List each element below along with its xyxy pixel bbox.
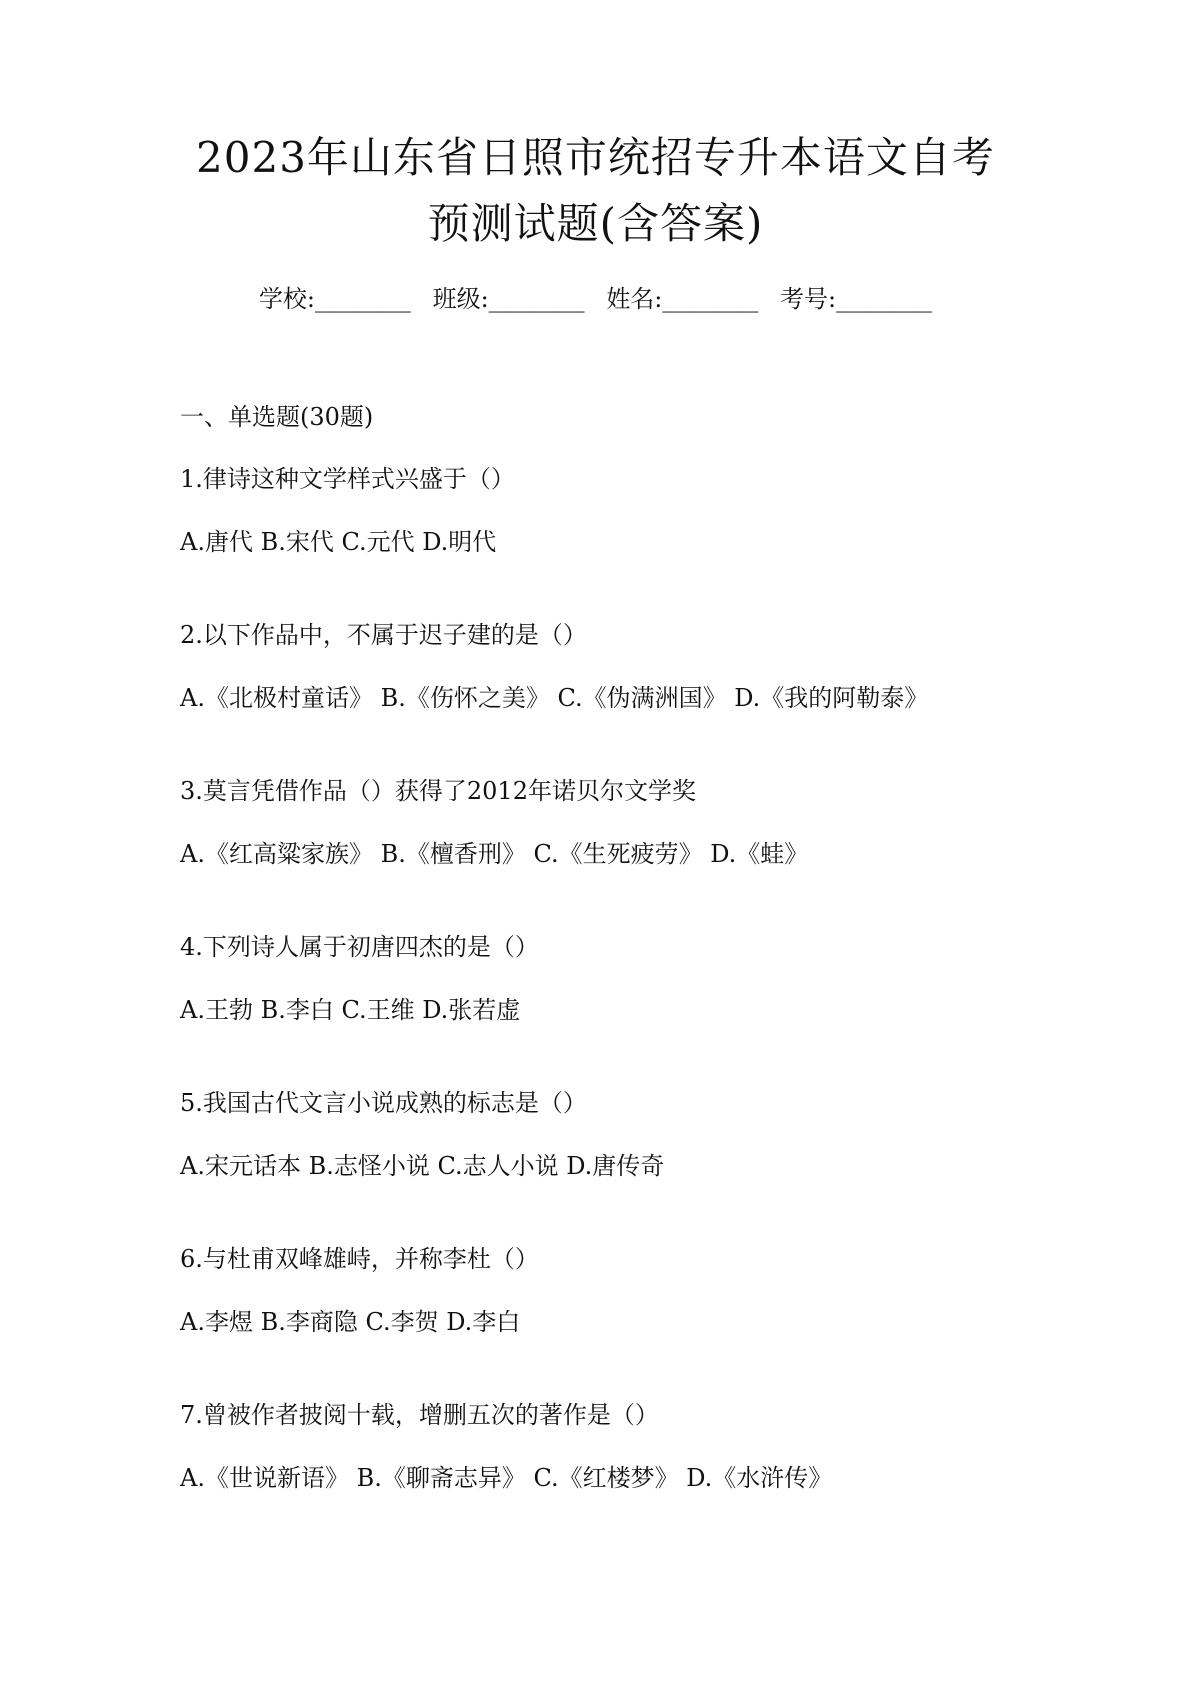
- question-options: A.王勃 B.李白 C.王维 D.张若虚: [180, 996, 521, 1024]
- question-section: [180, 400, 1080, 1554]
- name-field: 姓名:________: [606, 285, 759, 313]
- question-item: [180, 1242, 1080, 1339]
- question-options: A.《世说新语》 B.《聊斋志异》 C.《红楼梦》 D.《水浒传》: [180, 1464, 833, 1492]
- document-title-line-2: 预测试题(含答案): [427, 199, 764, 248]
- question-text: 7.曾被作者披阅十载，增删五次的著作是（）: [180, 1401, 659, 1429]
- question-item: [180, 462, 1080, 559]
- question-options: A.宋元话本 B.志怪小说 C.志人小说 D.唐传奇: [180, 1152, 665, 1180]
- student-info-line: [0, 281, 1191, 317]
- question-item: [180, 1086, 1080, 1183]
- school-field: 学校:________: [258, 285, 411, 313]
- question-text: 5.我国古代文言小说成熟的标志是（）: [180, 1089, 587, 1117]
- question-text: 4.下列诗人属于初唐四杰的是（）: [180, 933, 539, 961]
- question-options: A.《北极村童话》 B.《伤怀之美》 C.《伪满洲国》 D.《我的阿勒泰》: [180, 684, 929, 712]
- question-options: A.《红高粱家族》 B.《檀香刑》 C.《生死疲劳》 D.《蛙》: [180, 840, 809, 868]
- document-title-line-1: 2023年山东省日照市统招专升本语文自考: [196, 133, 995, 182]
- question-text: 3.莫言凭借作品（）获得了2012年诺贝尔文学奖: [180, 777, 696, 805]
- question-item: [180, 1398, 1080, 1495]
- question-item: [180, 930, 1080, 1027]
- class-field: 班级:________: [432, 285, 585, 313]
- section-heading: 一、单选题(30题): [180, 403, 374, 431]
- question-text: 6.与杜甫双峰雄峙，并称李杜（）: [180, 1245, 539, 1273]
- question-options: A.唐代 B.宋代 C.元代 D.明代: [180, 528, 497, 556]
- question-item: [180, 618, 1080, 715]
- question-text: 2.以下作品中，不属于迟子建的是（）: [180, 621, 587, 649]
- question-item: [180, 774, 1080, 871]
- question-text: 1.律诗这种文学样式兴盛于（）: [180, 465, 515, 493]
- question-options: A.李煜 B.李商隐 C.李贺 D.李白: [180, 1308, 521, 1336]
- exam-number-field: 考号:________: [780, 285, 933, 313]
